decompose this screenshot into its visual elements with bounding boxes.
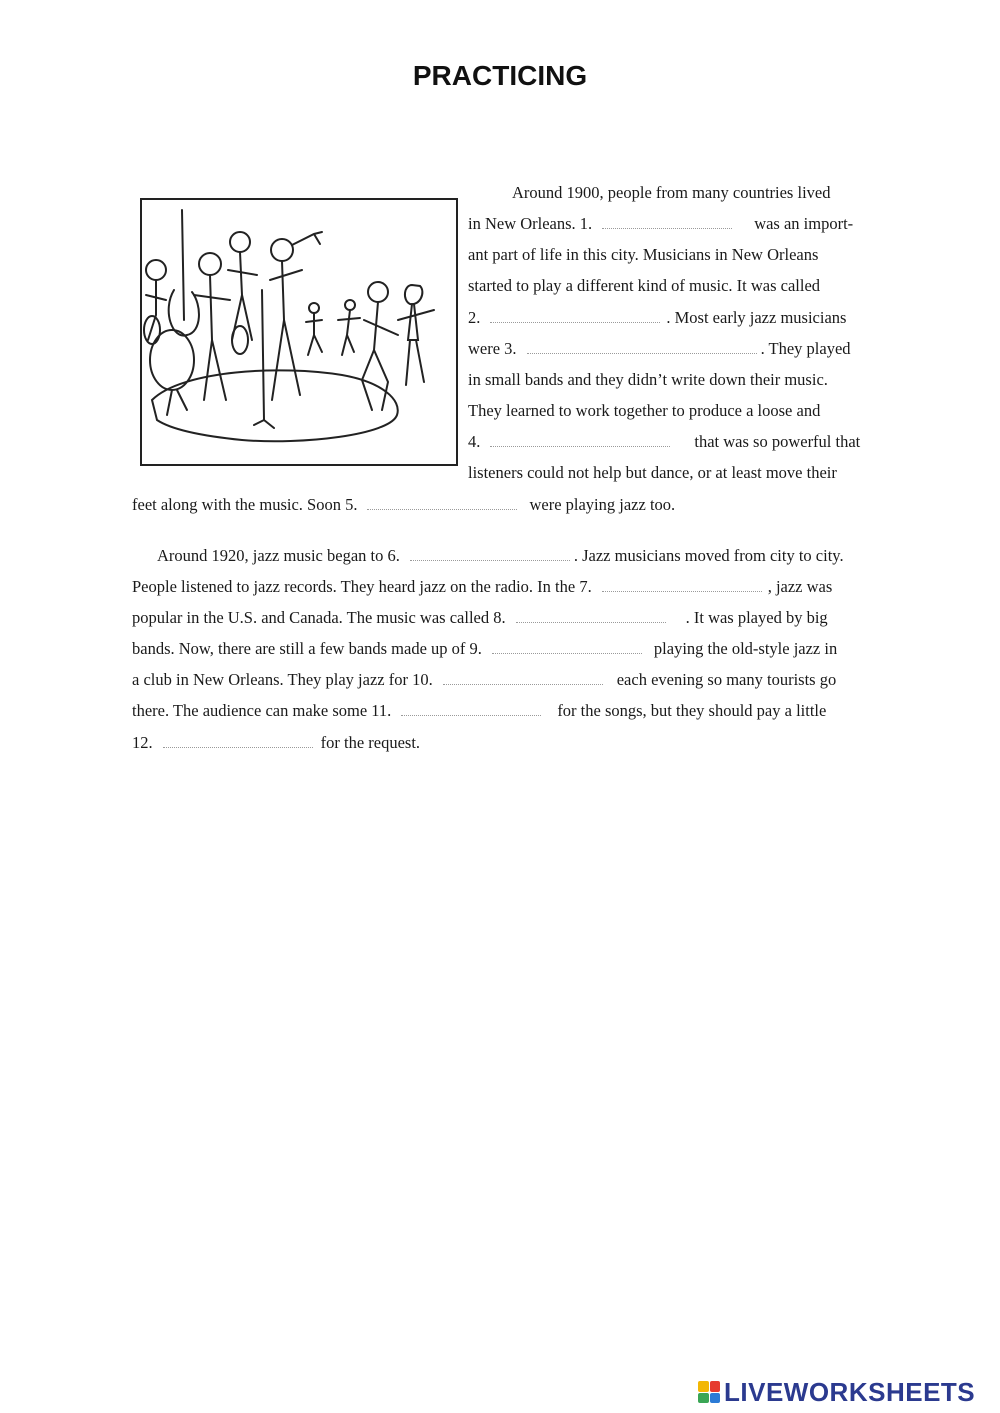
line-text: ant part of life in this city. Musicians in New Orleans: [468, 245, 819, 264]
line-text: They learned to work together to produce a loose and: [468, 401, 821, 420]
text-line: [468, 245, 818, 265]
line-text: 2.: [468, 308, 481, 327]
line-text: Around 1900, people from many countries lived: [512, 183, 831, 202]
text-line: [132, 701, 826, 721]
line-text: for the songs, but they should pay a little: [557, 701, 827, 720]
text-line: [468, 276, 820, 296]
answer-blank-1[interactable]: [602, 214, 732, 229]
line-text: a club in New Orleans. They play jazz for 10.: [132, 670, 433, 689]
line-text: . Most early jazz musicians: [666, 308, 847, 327]
text-line: [512, 183, 830, 203]
line-text: People listened to jazz records. They heard jazz on the radio. In the 7.: [132, 577, 592, 596]
line-text: for the request.: [320, 733, 421, 752]
answer-blank-9[interactable]: [492, 639, 642, 654]
line-text: . Jazz musicians moved from city to city.: [573, 546, 844, 565]
line-text: was an import-: [754, 214, 854, 233]
text-line: [132, 495, 675, 515]
line-text: in New Orleans. 1.: [468, 214, 593, 233]
line-text: . It was played by big: [685, 608, 828, 627]
line-text: listeners could not help but dance, or at least move their: [468, 463, 837, 482]
answer-blank-11[interactable]: [401, 701, 541, 716]
text-line: [132, 670, 836, 690]
line-text: , jazz was: [767, 577, 833, 596]
text-line: [468, 308, 846, 328]
line-text: that was so powerful that: [694, 432, 861, 451]
answer-blank-7[interactable]: [602, 577, 762, 592]
text-line: [468, 401, 820, 421]
answer-blank-6[interactable]: [410, 546, 570, 561]
answer-blank-10[interactable]: [443, 670, 603, 685]
line-text: started to play a different kind of music. It was called: [468, 276, 821, 295]
jazz-band-illustration: [140, 198, 458, 466]
logo-square: [710, 1381, 721, 1392]
answer-blank-8[interactable]: [516, 608, 666, 623]
text-line: [132, 733, 420, 753]
text-line: [468, 214, 853, 234]
line-text: bands. Now, there are still a few bands made up of 9.: [132, 639, 482, 658]
line-text: 4.: [468, 432, 481, 451]
line-text: 12.: [132, 733, 153, 752]
logo-mark-icon: [698, 1381, 720, 1403]
text-line: [468, 432, 860, 452]
line-text: in small bands and they didn’t write down their music.: [468, 370, 828, 389]
text-line: [468, 370, 828, 390]
line-text: . They played: [760, 339, 851, 358]
line-text: feet along with the music. Soon 5.: [132, 495, 358, 514]
answer-blank-12[interactable]: [163, 733, 313, 748]
logo-square: [698, 1393, 709, 1404]
line-text: were 3.: [468, 339, 517, 358]
line-text: were playing jazz too.: [529, 495, 676, 514]
logo-text: LIVEWORKSHEETS: [724, 1376, 976, 1407]
answer-blank-5[interactable]: [367, 495, 517, 510]
logo-square: [710, 1393, 721, 1404]
answer-blank-4[interactable]: [490, 432, 670, 447]
text-line: [132, 608, 828, 628]
text-line: [132, 577, 832, 597]
line-text: each evening so many tourists go: [616, 670, 837, 689]
line-text: playing the old-style jazz in: [653, 639, 838, 658]
text-line: [468, 463, 837, 483]
line-text: popular in the U.S. and Canada. The music was called 8.: [132, 608, 506, 627]
text-line: [132, 639, 837, 659]
answer-blank-3[interactable]: [527, 339, 757, 354]
text-line: [468, 339, 851, 359]
liveworksheets-logo: [698, 1378, 975, 1406]
line-text: there. The audience can make some 11.: [132, 701, 392, 720]
answer-blank-2[interactable]: [490, 308, 660, 323]
page-title: PRACTICING: [412, 60, 588, 91]
logo-square: [698, 1381, 709, 1392]
text-line: [157, 546, 844, 566]
line-text: Around 1920, jazz music began to 6.: [157, 546, 400, 565]
